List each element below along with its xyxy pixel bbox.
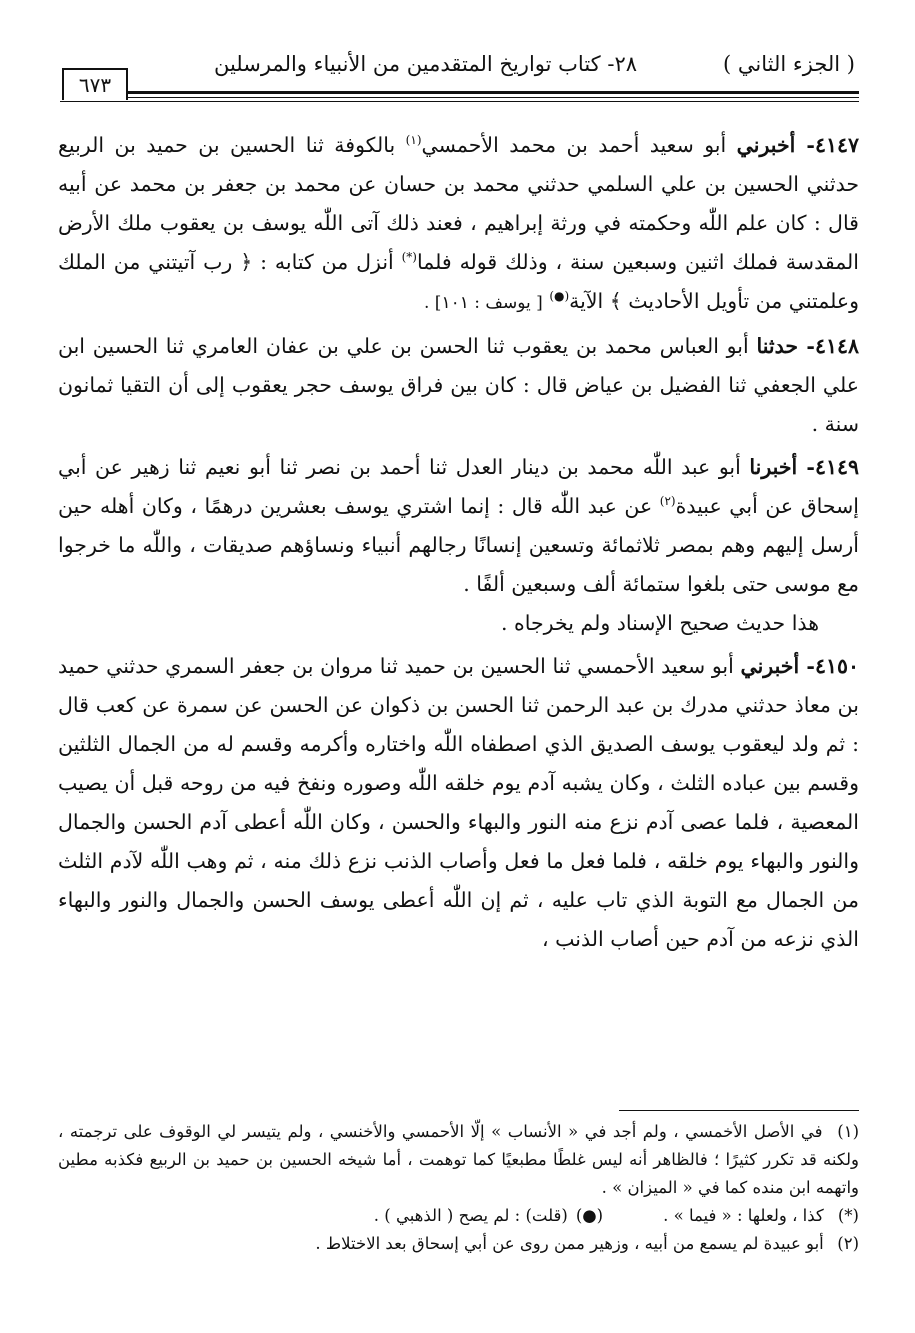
hadith-4147: ٤١٤٧- أخبرني أبو سعيد أحمد بن محمد الأحمسي$^{(١)}$ بالكوفة ثنا الحسين بن حميد بن الربيع حدثني الحسين بن علي السلمي حدثني محمد بن حسان عن محمد بن جعفر بن محمد عن أبيه قال : كان علم اللّٰه وحكمته في ورثة إبراهيم ، فعند ذلك آتى اللّٰه يوسف بن يعقوب ملك الأرض المقدسة فملك اثنين وسبعين سنة ، وذلك قوله فلما(*) أنزل من كتابه : ﴿ رب آتيتني من الملك وعلمتني من تأويل الأحاديث ﴾ الآية(●) [ يوسف : ١٠١] . [58,133,859,313]
hadith-text: أبو العباس محمد بن يعقوب ثنا الحسن بن علي بن عفان العامري ثنا الحسين ابن علي الجعفي ثنا الفضيل بن عياض قال : كان بين فراق يوسف حجر يعقوب إلى أن التقيا ثمانون سنة . [58,334,859,436]
footnote-2 [58,1230,859,1258]
hadith-text: أبو سعيد الأحمسي ثنا الحسين بن حميد ثنا مروان بن جعفر السمري حدثني حميد بن معاذ حدثني مدرك بن عبد الرحمن ثنا الحسن بن ذكوان عن الحسن عن سمرة عن كعب قال : ثم ولد ليعقوب يوسف الصديق الذي اصطفاه اللّٰه واختاره وأكرمه وقسم له من الجمال الثلثين وقسم بين عباده الثلث ، وكان يشبه آدم يوم خلقه اللّٰه وصوره ونفخ فيه من روحه قبل أن يصيب المعصية ، فلما عصى آدم نزع منه النور والبهاء والحسن ، وكان اللّٰه أعطى آدم الحسن والجمال والنور والبهاء يوم خلقه ، فلما فعل ما فعل وأصاب الذنب نزع ذلك منه ، ثم وهب اللّٰه لآدم الثلث من الجمال مع التوبة الذي تاب عليه ، ثم إن اللّٰه أعطى يوسف الحسن والجمال والنور والبهاء الذي نزعه من آدم حين أصاب الذنب ، [58,654,859,951]
hadith-text: عن عبد اللّٰه قال : إنما اشتري يوسف بعشرين درهمًا ، وكان أهله حين أرسل إليهم وهم بمصر ثلاثمائة وتسعين إنسانًا رجالهم أنبياء ونساؤهم صديقات ، واللّٰه ما خرجوا مع موسى حتى بلغوا ستمائة ألف وسبعين ألفًا . [58,494,859,596]
footnote-row [58,1202,859,1230]
hadith-lead: أخبرني [740,654,800,678]
hadith-comment: هذا حديث صحيح الإسناد ولم يخرجاه . [500,611,819,635]
footnote-label: (٢) [837,1234,859,1253]
hadith-number: ٤١٥٠ [814,654,859,678]
footnote-dot [374,1202,603,1230]
footnote-1 [58,1118,859,1202]
footnote-rule [619,1110,859,1111]
hadith-4149: ٤١٤٩- أخبرنا أبو عبد اللّٰه محمد بن دينار العدل ثنا أحمد بن نصر ثنا أبو نعيم ثنا زهير عن أبي إسحاق عن أبي عبيدة$^{(٢)}$ عن عبد اللّٰه قال : إنما اشتري يوسف بعشرين درهمًا ، وكان أهله حين أرسل إليهم وهم بمصر ثلاثمائة وتسعين إنسانًا رجالهم أنبياء ونساؤهم صديقات ، واللّٰه ما خرجوا مع موسى حتى بلغوا ستمائة ألف وسبعين ألفًا . [58,455,859,596]
footnote-label: (١) [837,1122,859,1141]
footnote-label: (*) [837,1206,859,1225]
footnote-text: (قلت) : لم يصح ( الذهبي ) . [373,1206,568,1225]
page-number: ٦٧٣ [62,68,128,100]
hadith-lead: أخبرنا [749,455,798,479]
footnote-label: (●) [575,1206,604,1225]
footnote-text: في الأصل الأخمسي ، ولم أجد في « الأنساب » إلّا الأحمسي والأخنسي ، ولم يتيسر لي الوقوف على ترجمته ، ولكنه قد تكرر كثيرًا ؛ فالظاهر أنه ليس غلطًا مطبعيًا كما توهمت ، أما شيخه الحسين بن حميد بن الربيع فكذبه مطين واتهمه ابن منده كما في « الميزان » . [58,1122,859,1197]
volume-label: ( الجزء الثاني ) [723,52,855,76]
hadith-lead: حدثنا [756,334,799,358]
hadith-number: ٤١٤٩ [814,455,859,479]
header-rule-thick [128,91,859,94]
hadith-number: ٤١٤٨ [814,334,859,358]
quran-reference: [ يوسف : ١٠١] . [423,293,543,313]
footnote-ref: (●) [549,289,570,304]
footnote-ref: (*) [401,250,417,265]
main-text [58,126,859,959]
page-header [56,52,859,104]
hadith-text: أبو عبد اللّٰه محمد بن دينار العدل ثنا أحمد بن نصر ثنا أبو نعيم ثنا زهير عن أبي إسحاق عن أبي عبيدة [58,455,859,518]
hadith-text: بالكوفة ثنا الحسين بن حميد بن الربيع حدثني الحسين بن علي السلمي حدثني محمد بن حسان عن محمد بن جعفر بن محمد عن أبيه قال : كان علم اللّٰه وحكمته في ورثة إبراهيم ، فعند ذلك آتى اللّٰه يوسف بن يعقوب ملك الأرض المقدسة فملك اثنين وسبعين سنة ، وذلك قوله فلما [58,133,859,274]
footnote-ref: (١) [405,133,422,148]
footnote-text: كذا ، ولعلها : « فيما » . [663,1206,824,1225]
footnote-star [663,1202,859,1230]
footnotes [58,1118,859,1258]
header-rule-bottom [60,101,859,102]
book-title: ٢٨- كتاب تواريخ المتقدمين من الأنبياء والمرسلين [213,52,637,76]
hadith-number: ٤١٤٧ [814,133,859,157]
footnote-text: أبو عبيدة لم يسمع من أبيه ، وزهير ممن روى عن أبي إسحاق بعد الاختلاط . [315,1234,824,1253]
footnote-ref: (٢) [659,494,676,509]
hadith-4150: ٤١٥٠- أخبرني أبو سعيد الأحمسي ثنا الحسين بن حميد ثنا مروان بن جعفر السمري حدثني حميد بن معاذ حدثني مدرك بن عبد الرحمن ثنا الحسن بن ذكوان عن الحسن عن سمرة عن كعب قال : ثم ولد ليعقوب يوسف الصديق الذي اصطفاه اللّٰه واختاره وأكرمه وقسم له من الجمال الثلثين وقسم بين عباده الثلث ، وكان يشبه آدم يوم خلقه اللّٰه وصوره ونفخ فيه من روحه قبل أن يصيب المعصية ، فلما عصى آدم نزع منه النور والبهاء والحسن ، وكان اللّٰه أعطى آدم الحسن والجمال والنور والبهاء يوم خلقه ، فلما فعل ما فعل وأصاب الذنب نزع ذلك منه ، ثم وهب اللّٰه لآدم الثلث من الجمال مع التوبة الذي تاب عليه ، ثم إن اللّٰه أعطى يوسف الحسن والجمال والنور والبهاء الذي نزعه من آدم حين أصاب الذنب ، [58,654,859,951]
header-rule-thin [128,97,859,98]
hadith-text: أنزل من كتابه : ﴿ رب آتيتني من الملك وعلمتني من تأويل الأحاديث ﴾ الآية [58,250,859,313]
hadith-text: أبو سعيد أحمد بن محمد الأحمسي [421,133,727,157]
hadith-4148: ٤١٤٨- حدثنا أبو العباس محمد بن يعقوب ثنا الحسن بن علي بن عفان العامري ثنا الحسين ابن علي الجعفي ثنا الفضيل بن عياض قال : كان بين فراق يوسف حجر يعقوب إلى أن التقيا ثمانون سنة . [58,334,859,436]
hadith-lead: أخبرني [736,133,796,157]
